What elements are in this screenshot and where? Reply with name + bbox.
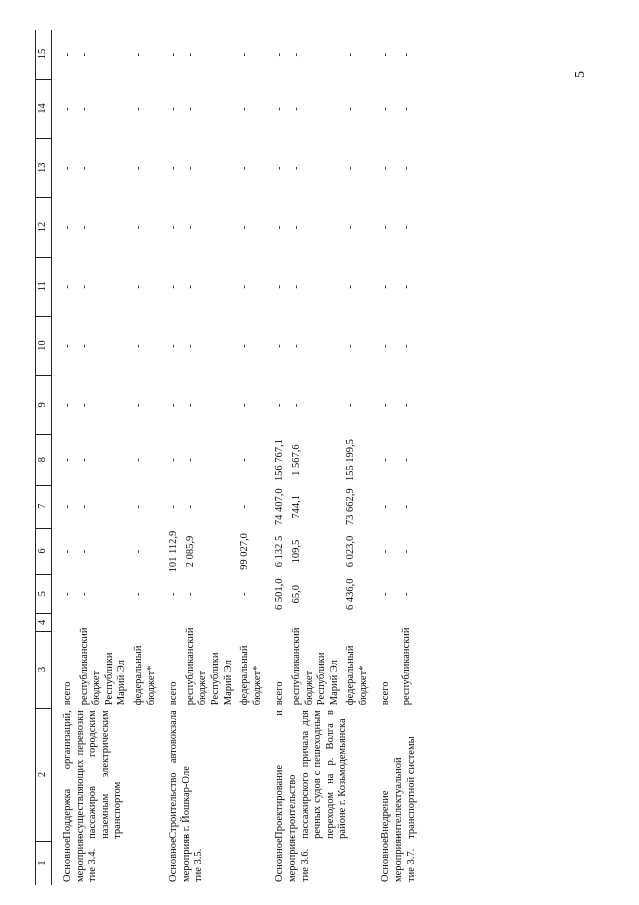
value-cell: - (184, 344, 196, 348)
value-cell: - (78, 225, 90, 230)
value-cell: - (132, 549, 144, 554)
value-cell: - (168, 403, 180, 408)
value-cell: - (274, 52, 286, 57)
column-header-7: 7 (36, 485, 52, 528)
value-cell: - (62, 166, 73, 171)
value-cell: - (62, 285, 73, 289)
value-cell: - (380, 285, 392, 289)
value-cell: - (62, 505, 73, 509)
value-cell: 6 023,0 (345, 535, 357, 568)
table-row (168, 30, 181, 885)
value-cell: - (345, 403, 357, 408)
value-cell: - (274, 107, 286, 111)
value-cell: - (184, 52, 196, 57)
value-cell: - (239, 592, 251, 596)
value-cell: - (380, 166, 392, 171)
value-cell: - (380, 225, 392, 230)
funding-source-cell: всего (62, 681, 73, 706)
program-funding-table (35, 30, 418, 885)
value-cell: - (132, 166, 144, 171)
activity-cell: Основное мероприя-тие 3.6. (274, 835, 311, 882)
value-cell: - (380, 403, 392, 408)
value-cell (341, 614, 370, 632)
value-cell: - (380, 344, 392, 348)
table-row (380, 30, 396, 885)
value-cell: - (168, 285, 180, 289)
value-cell: - (274, 166, 286, 171)
value-cell: - (62, 549, 73, 554)
value-cell: 6 501,0 (274, 578, 286, 610)
value-cell: - (274, 344, 286, 348)
column-header-9: 9 (36, 376, 52, 435)
value-cell: - (239, 285, 251, 289)
value-cell: - (78, 592, 90, 596)
value-cell: - (400, 166, 412, 171)
value-cell: - (400, 285, 412, 289)
value-cell (235, 614, 264, 632)
value-cell: - (62, 52, 73, 57)
value-cell: - (168, 225, 180, 230)
value-cell: - (62, 225, 73, 230)
column-header-8: 8 (36, 435, 52, 485)
value-cell: - (132, 458, 144, 462)
page-number: 5 (573, 71, 588, 78)
value-cell: - (78, 403, 90, 408)
value-cell: - (62, 592, 73, 596)
value-cell: - (168, 592, 180, 596)
value-cell: - (62, 403, 73, 408)
value-cell: - (168, 107, 180, 111)
value-cell: - (239, 225, 251, 230)
value-cell: - (168, 52, 180, 57)
activity-cell: Основное мероприя-тие 3.7. (380, 835, 417, 882)
value-cell: - (400, 107, 412, 111)
column-header-11: 11 (36, 257, 52, 316)
value-cell (274, 614, 287, 632)
description-cell: Строительство автовокзала в г. Йошкар-Оле (168, 710, 192, 839)
value-cell: 6 132 5 (274, 535, 286, 568)
value-cell: 109,5 (290, 539, 302, 564)
column-number-row (36, 30, 52, 885)
funding-source-cell: федеральный бюджет* (345, 645, 369, 706)
value-cell: - (345, 344, 357, 348)
value-cell: - (380, 505, 392, 509)
value-cell: - (78, 52, 90, 57)
value-cell: - (400, 344, 412, 348)
value-cell: - (132, 344, 144, 348)
value-cell: 6 436,0 (345, 578, 357, 610)
value-cell: 2 085,9 (184, 535, 196, 568)
funding-source-cell: федеральный бюджет* (239, 645, 263, 706)
value-cell (168, 614, 181, 632)
value-cell: - (380, 458, 392, 462)
value-cell: 74 407,0 (274, 488, 286, 526)
value-cell: - (345, 166, 357, 171)
column-header-15: 15 (36, 30, 52, 79)
funding-source-cell: республиканский (400, 627, 412, 706)
column-header-4: 4 (36, 614, 52, 632)
value-cell: - (132, 107, 144, 111)
value-cell: - (132, 505, 144, 509)
value-cell: - (184, 505, 196, 509)
value-cell: - (400, 225, 412, 230)
value-cell: - (184, 166, 196, 171)
value-cell: - (380, 549, 392, 554)
value-cell: - (400, 52, 412, 57)
column-header-14: 14 (36, 79, 52, 138)
value-cell: - (290, 166, 302, 171)
value-cell: - (290, 225, 302, 230)
value-cell: - (168, 166, 180, 171)
value-cell: 155 199,5 (345, 439, 357, 482)
value-cell: - (239, 403, 251, 408)
value-cell: 744,1 (290, 494, 302, 519)
value-cell: - (400, 505, 412, 509)
column-header-13: 13 (36, 139, 52, 198)
value-cell: - (345, 107, 357, 111)
value-cell: - (345, 285, 357, 289)
value-cell: - (274, 403, 286, 408)
value-cell: - (132, 403, 144, 408)
value-cell: - (239, 166, 251, 171)
value-cell: - (239, 107, 251, 111)
funding-source-cell: всего (274, 681, 286, 706)
value-cell: - (290, 52, 302, 57)
value-cell: 73 662,9 (345, 488, 357, 526)
value-cell: - (132, 225, 144, 230)
value-cell: - (290, 344, 302, 348)
value-cell: - (239, 344, 251, 348)
column-header-12: 12 (36, 198, 52, 257)
column-header-3: 3 (36, 632, 52, 708)
activity-cell: Основное мероприя-тие 3.5. (168, 835, 205, 882)
value-cell: - (78, 505, 90, 509)
value-cell: - (380, 52, 392, 57)
value-cell: - (78, 344, 90, 348)
funding-source-cell: республиканский бюджет Республики Марий Эл (184, 627, 234, 706)
activity-cell: Основное мероприя-тие 3.4. (62, 835, 99, 882)
value-cell: - (168, 344, 180, 348)
value-cell: - (239, 505, 251, 509)
funding-source-cell: всего (168, 681, 180, 706)
funding-source-cell: федеральный бюджет* (132, 645, 157, 706)
column-header-10: 10 (36, 316, 52, 375)
value-cell: - (62, 458, 73, 462)
value-cell: - (400, 592, 412, 596)
value-cell (62, 614, 75, 632)
value-cell: - (62, 107, 73, 111)
value-cell: - (78, 549, 90, 554)
value-cell: - (78, 107, 90, 111)
description-cell: Поддержка организаций, осуществляющих перевозки пассажиров городским наземным электрическим транспортом (62, 710, 124, 839)
value-cell: - (184, 107, 196, 111)
table-row (62, 30, 75, 885)
value-cell: - (184, 285, 196, 289)
value-cell: - (62, 344, 73, 348)
value-cell: 65,0 (290, 585, 302, 604)
value-cell: - (132, 285, 144, 289)
value-cell: 101 112,9 (168, 530, 180, 573)
column-header-1: 1 (36, 842, 52, 885)
value-cell: - (290, 285, 302, 289)
value-cell: - (78, 458, 90, 462)
value-cell: - (274, 285, 286, 289)
description-cell: Проектирование и строительство пассажирского причала для речных судов с пешеходным переходом на р. Волга в районе г. Козьмодемьянска (274, 710, 349, 839)
value-cell: - (132, 592, 144, 596)
value-cell: - (400, 549, 412, 554)
column-header-5: 5 (36, 575, 52, 614)
column-header-6: 6 (36, 528, 52, 574)
value-cell: - (345, 225, 357, 230)
value-cell (380, 614, 396, 632)
table-row (274, 30, 287, 885)
value-cell: - (239, 52, 251, 57)
value-cell: - (132, 52, 144, 57)
value-cell: - (290, 403, 302, 408)
value-cell (129, 614, 158, 632)
value-cell: - (78, 166, 90, 171)
value-cell: - (400, 403, 412, 408)
funding-source-cell: всего (380, 681, 392, 706)
value-cell: - (274, 225, 286, 230)
value-cell: - (184, 403, 196, 408)
funding-source-cell: республиканский бюджет Республики Марий Эл (78, 627, 128, 706)
value-cell: - (345, 52, 357, 57)
value-cell: - (184, 592, 196, 596)
value-cell: 156 767,1 (274, 439, 286, 482)
description-cell: Внедрение интеллектуальной транспортной системы (380, 736, 417, 839)
value-cell: - (380, 107, 392, 111)
column-header-2: 2 (36, 708, 52, 842)
value-cell: - (184, 458, 196, 462)
value-cell: 99 027,0 (239, 533, 251, 570)
value-cell: 1 567,6 (290, 444, 302, 476)
funding-source-cell: республиканский бюджет Республики Марий Эл (290, 627, 340, 706)
value-cell: - (380, 592, 392, 596)
value-cell: - (184, 225, 196, 230)
value-cell: - (400, 458, 412, 462)
value-cell: - (290, 107, 302, 111)
value-cell: - (168, 505, 180, 509)
value-cell: - (168, 458, 180, 462)
value-cell: - (78, 285, 90, 289)
value-cell: - (239, 458, 251, 462)
